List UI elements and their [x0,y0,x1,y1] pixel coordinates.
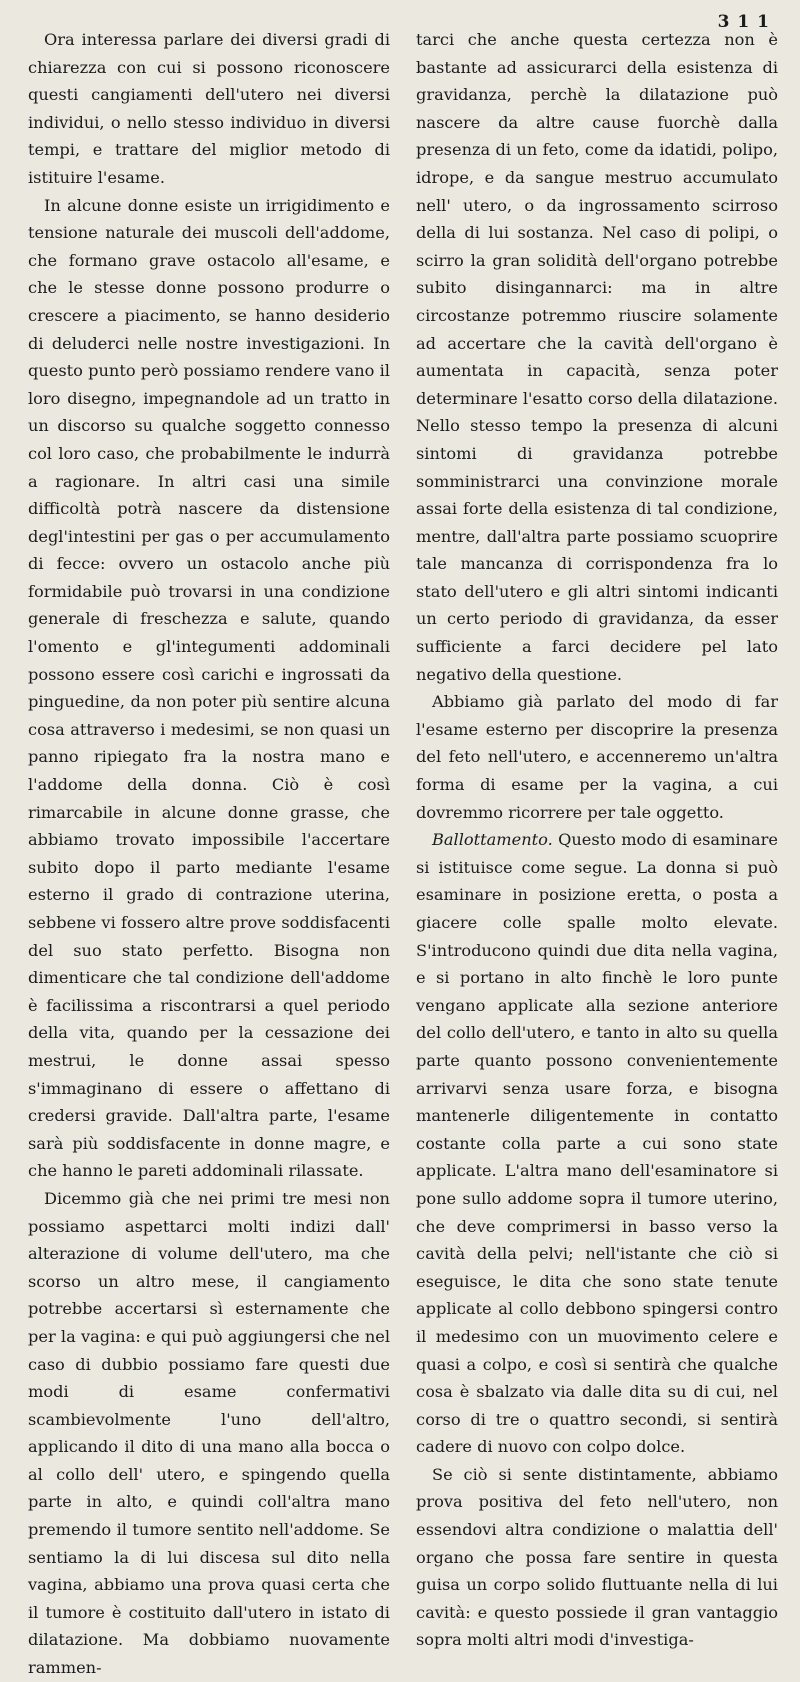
paragraph-text: Questo modo di esaminare si istituisce come segue. La donna si può esaminare in posizione eretta, o posta a giacere colle spalle molto elevate. S'introducono quindi due dita nella vagina, e si portano in alto finchè le loro punte vengano applicate alla sezione anteriore del collo dell'utero, e tanto in alto su quella parte quanto possono convenientemente arrivarvi senza usare forza, e bisogna mantenerle diligentemente in contatto costante colla parte a cui sono state applicate. L'altra mano dell'esaminatore si pone sullo addome sopra il tumore uterino, che deve comprimersi in basso verso la cavità della pelvi; nell'istante che ciò si eseguisce, le dita che sono state tenute applicate al collo debbono spingersi contro il medesimo con un muovimento celere e quasi a colpo, e così si sentirà che qualche cosa è sbalzato via dalle dita su di cui, nel corso di tre o quattro secondi, si sentirà cadere di nuovo con colpo dolce. [416,830,778,1457]
paragraph: Ora interessa parlare dei diversi gradi di chiarezza con cui si possono riconoscere questi cangiamenti dell'utero nei diversi individui, o nello stesso individuo in diversi tempi, e trattare del miglior metodo di istituire l'esame. [28,30,390,187]
right-column [416,26,778,1682]
section-heading: Ballottamento. [432,830,553,850]
paragraph: Dicemmo già che nei primi tre mesi non possiamo aspettarci molti indizi dall' alterazione di volume dell'utero, ma che scorso un altro mese, il cangiamento potrebbe accertarsi sì esternamente che per la vagina: e qui può aggiungersi che nel caso di dubbio possiamo fare questi due modi di esame confermativi scambievolmente l'uno dell'altro, applicando il dito di una mano alla bocca o al collo dell' utero, e spingendo quella parte in alto, e quindi coll'altra mano premendo il tumore sentito nell'addome. Se sentiamo la di lui discesa sul dito nella vagina, abbiamo una prova quasi certa che il tumore è costituito dall'utero in istato di dilatazione. Ma dobbiamo nuovamente rammen- [28,1188,390,1678]
text-columns [28,26,778,1682]
paragraph: Abbiamo già parlato del modo di far l'esame esterno per discoprire la presenza del feto nell'utero, e accenneremo un'altra forma di esame per la vagina, a cui dovremmo ricorrere per tale oggetto. [416,692,778,822]
paragraph-continued: tarci che anche questa certezza non è bastante ad assicurarci della esistenza di gravidanza, perchè la dilatazione può nascere da altre cause fuorchè dalla presenza di un feto, come da idatidi, polipo, idrope, e da sangue mestruo accumulato nell' utero, o da ingrossamento scirroso della di lui sostanza. Nel caso di polipi, o scirro la gran solidità dell'organo potrebbe subito disingannarci: ma in altre circostanze potremmo riuscire solamente ad accertare che la cavità dell'organo è aumentata in capacità, senza poter determinare l'esatto corso della dilatazione. Nello stesso tempo la presenza di alcuni sintomi di gravidanza potrebbe somministrarci una convinzione morale assai forte della esistenza di tal condizione, mentre, dall'altra parte possiamo scuoprire tale mancanza di corrispondenza fra lo stato dell'utero e gli altri sintomi indicanti un certo periodo di gravidanza, da esser sufficiente a farci decidere pel lato negativo della questione. [416,30,778,684]
page-number: 3 1 1 [717,12,770,32]
paragraph: Se ciò si sente distintamente, abbiamo prova positiva del feto nell'utero, non essendovi altra condizione o malattia dell' organo che possa fare sentire in questa guisa un corpo solido fluttuante nella di lui cavità: e questo possiede il gran vantaggio sopra molti altri modi d'investiga- [416,1464,778,1650]
paragraph: In alcune donne esiste un irrigidimento e tensione naturale dei muscoli dell'addome, che formano grave ostacolo all'esame, e che le stesse donne possono produrre o crescere a piacimento, se hanno desiderio di deluderci nelle nostre investigazioni. In questo punto però possiamo rendere vano il loro disegno, impegnandole ad un tratto in un discorso su qualche soggetto connesso col loro caso, che probabilmente le indurrà a ragionare. In altri casi una simile difficoltà potrà nascere da distensione degl'intestini per gas o per accumulamento di fecce: ovvero un ostacolo anche più formidabile può trovarsi in una condizione generale di freschezza e salute, quando l'omento e gl'integumenti addominali possono essere così carichi e ingrossati da pinguedine, da non poter più sentire alcuna cosa attraverso i medesimi, se non quasi un panno ripiegato fra la nostra mano e l'addome della donna. Ciò è così rimarcabile in alcune donne grasse, che abbiamo trovato impossibile l'accertare subito dopo il parto mediante l'esame esterno il grado di contrazione uterina, sebbene vi fossero altre prove soddisfacenti del suo stato perfetto. Bisogna non dimenticare che tal condizione dell'addome è facilissima a riscontrarsi a quel periodo della vita, quando per la cessazione dei mestrui, le donne assai spesso s'immaginano di essere o affettano di credersi gravide. Dall'altra parte, l'esame sarà più soddisfacente in donne magre, e che hanno le pareti addominali rilassate. [28,195,390,1181]
paragraph [416,826,778,1461]
left-column [28,26,390,1682]
